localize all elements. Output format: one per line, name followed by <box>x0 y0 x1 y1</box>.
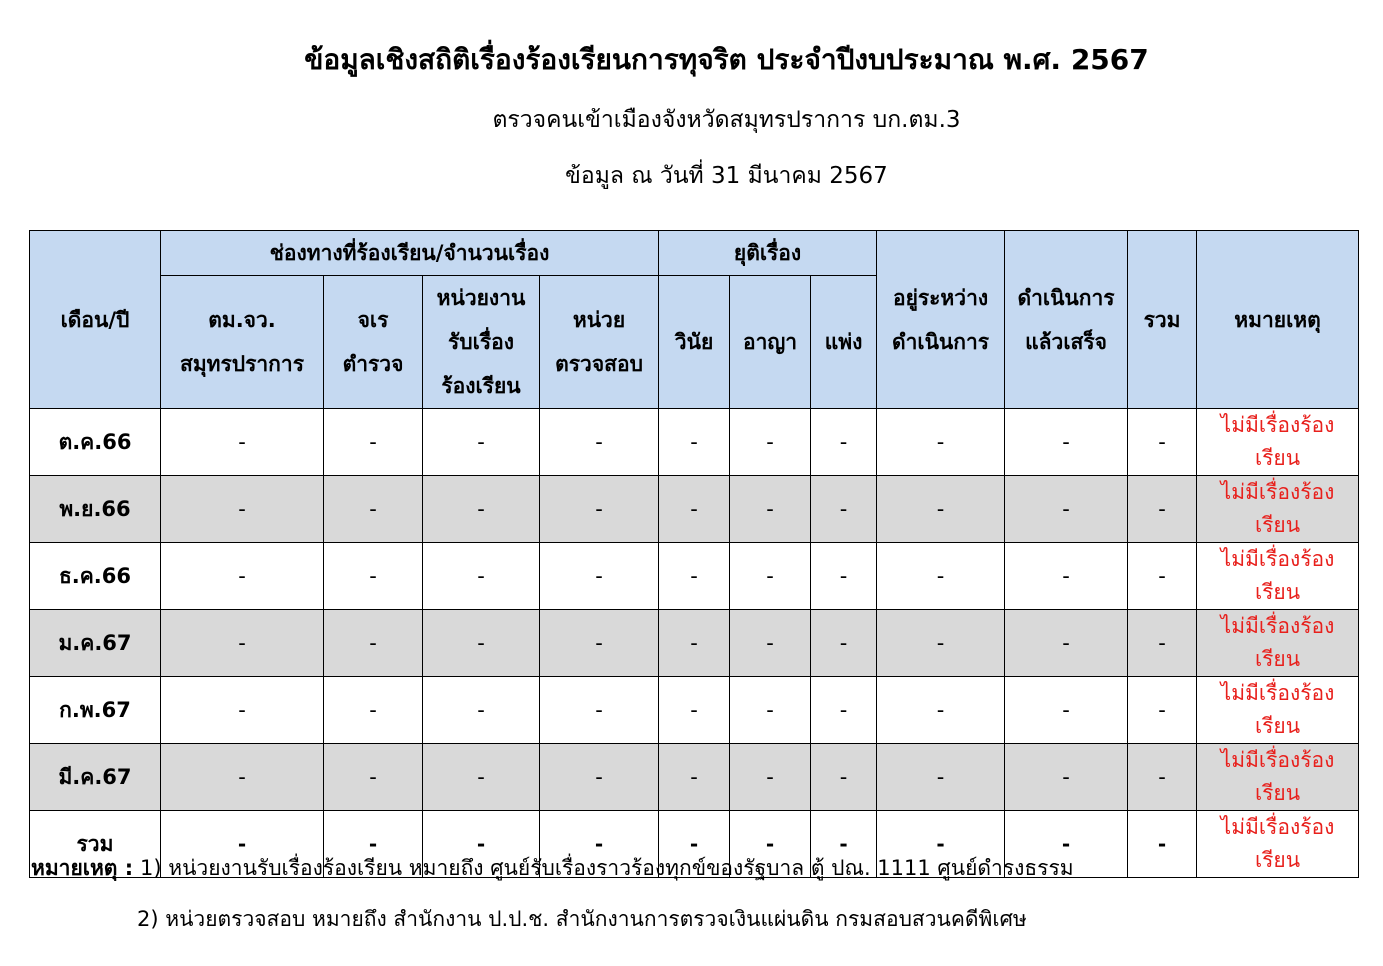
header-channel-complaint-agency: หน่วยงาน รับเรื่อง ร้องเรียน <box>423 276 540 409</box>
table-row <box>30 610 1359 677</box>
row-value-cell: - <box>811 811 877 878</box>
row-month: ธ.ค.66 <box>30 543 161 610</box>
table-row <box>30 677 1359 744</box>
row-value-cell: - <box>877 677 1005 744</box>
row-value-cell: - <box>730 543 811 610</box>
row-value-cell: - <box>1005 409 1128 476</box>
row-value-cell: - <box>324 476 423 543</box>
row-value-cell: - <box>877 476 1005 543</box>
row-value-cell: - <box>730 811 811 878</box>
row-value-cell: - <box>877 610 1005 677</box>
row-month: ก.พ.67 <box>30 677 161 744</box>
row-value-cell: - <box>1005 677 1128 744</box>
row-value-cell: - <box>540 610 659 677</box>
row-value-cell: - <box>877 744 1005 811</box>
row-value-cell: - <box>659 476 730 543</box>
header-total: รวม <box>1128 231 1197 409</box>
row-value-cell: - <box>1005 744 1128 811</box>
row-value-cell: - <box>423 811 540 878</box>
row-month: ม.ค.67 <box>30 610 161 677</box>
row-value-cell: - <box>161 677 324 744</box>
row-value-cell: - <box>811 409 877 476</box>
row-value-cell: - <box>423 409 540 476</box>
row-value-cell: - <box>1005 610 1128 677</box>
row-value-cell: - <box>423 677 540 744</box>
row-value-cell: - <box>811 543 877 610</box>
document-subtitle: ตรวจคนเข้าเมืองจังหวัดสมุทรปราการ บก.ตม.3 <box>492 107 961 133</box>
table-row <box>30 409 1359 476</box>
row-value-cell: - <box>659 543 730 610</box>
row-value-cell: - <box>659 610 730 677</box>
row-note: ไม่มีเรื่องร้องเรียน <box>1197 677 1359 744</box>
row-month: ต.ค.66 <box>30 409 161 476</box>
row-value-cell: - <box>659 811 730 878</box>
header-resolved-discipline: วินัย <box>659 276 730 409</box>
row-value-cell: - <box>877 409 1005 476</box>
row-value-cell: - <box>540 476 659 543</box>
row-value-cell: - <box>1128 811 1197 878</box>
row-value-cell: - <box>1128 610 1197 677</box>
row-value-cell: - <box>540 811 659 878</box>
row-value-cell: - <box>659 409 730 476</box>
row-value-cell: - <box>540 744 659 811</box>
row-value-cell: - <box>161 476 324 543</box>
header-note: หมายเหตุ <box>1197 231 1359 409</box>
header-channel-police-inspector: จเร ตำรวจ <box>324 276 423 409</box>
header-channel-immigration: ตม.จว. สมุทรปราการ <box>161 276 324 409</box>
table-row <box>30 476 1359 543</box>
row-value-cell: - <box>324 677 423 744</box>
remark-line-1: 1) หน่วยงานรับเรื่องร้องเรียน หมายถึง ศูนย์รับเรื่องราวร้องทุกข์ของรัฐบาล ตู้ ปณ. 1111 ศูนย์ดำรงธรรม <box>140 856 1074 880</box>
row-note: ไม่มีเรื่องร้องเรียน <box>1197 409 1359 476</box>
row-value-cell: - <box>811 677 877 744</box>
row-value-cell: - <box>1128 677 1197 744</box>
row-value-cell: - <box>423 476 540 543</box>
row-value-cell: - <box>161 610 324 677</box>
row-note: ไม่มีเรื่องร้องเรียน <box>1197 476 1359 543</box>
row-value-cell: - <box>730 476 811 543</box>
header-resolved-civil: แพ่ง <box>811 276 877 409</box>
row-value-cell: - <box>161 811 324 878</box>
header-completed: ดำเนินการ แล้วเสร็จ <box>1005 231 1128 409</box>
row-month: มี.ค.67 <box>30 744 161 811</box>
remark-line-2: 2) หน่วยตรวจสอบ หมายถึง สำนักงาน ป.ป.ช. สำนักงานการตรวจเงินแผ่นดิน กรมสอบสวนคดีพิเศษ <box>137 907 1027 931</box>
row-value-cell: - <box>1005 476 1128 543</box>
row-value-cell: - <box>324 543 423 610</box>
row-value-cell: - <box>423 744 540 811</box>
row-value-cell: - <box>877 543 1005 610</box>
data-as-of-date: ข้อมูล ณ วันที่ 31 มีนาคม 2567 <box>565 163 888 189</box>
table-row <box>30 744 1359 811</box>
row-note: ไม่มีเรื่องร้องเรียน <box>1197 543 1359 610</box>
row-value-cell: - <box>1005 543 1128 610</box>
row-value-cell: - <box>324 811 423 878</box>
row-value-cell: - <box>540 409 659 476</box>
row-value-cell: - <box>811 610 877 677</box>
row-value-cell: - <box>423 543 540 610</box>
row-value-cell: - <box>1128 744 1197 811</box>
row-value-cell: - <box>324 744 423 811</box>
row-value-cell: - <box>1005 811 1128 878</box>
row-value-cell: - <box>811 744 877 811</box>
row-value-cell: - <box>730 409 811 476</box>
row-note: ไม่มีเรื่องร้องเรียน <box>1197 610 1359 677</box>
row-month: พ.ย.66 <box>30 476 161 543</box>
header-resolved-group: ยุติเรื่อง <box>659 231 877 276</box>
row-value-cell: - <box>877 811 1005 878</box>
document-title: ข้อมูลเชิงสถิติเรื่องร้องเรียนการทุจริต ประจำปีงบประมาณ พ.ศ. 2567 <box>304 43 1149 76</box>
row-value-cell: - <box>1128 409 1197 476</box>
row-value-cell: - <box>161 409 324 476</box>
row-value-cell: - <box>730 744 811 811</box>
row-value-cell: - <box>161 543 324 610</box>
row-month: รวม <box>30 811 161 878</box>
header-month: เดือน/ปี <box>30 231 161 409</box>
row-value-cell: - <box>811 476 877 543</box>
row-value-cell: - <box>161 744 324 811</box>
complaint-statistics-table <box>29 230 1359 878</box>
row-value-cell: - <box>730 677 811 744</box>
row-value-cell: - <box>1128 543 1197 610</box>
row-value-cell: - <box>540 543 659 610</box>
row-value-cell: - <box>540 677 659 744</box>
row-value-cell: - <box>659 744 730 811</box>
table-row <box>30 543 1359 610</box>
row-note: ไม่มีเรื่องร้องเรียน <box>1197 811 1359 878</box>
row-value-cell: - <box>1128 476 1197 543</box>
header-channel-audit-agency: หน่วย ตรวจสอบ <box>540 276 659 409</box>
row-value-cell: - <box>324 610 423 677</box>
row-note: ไม่มีเรื่องร้องเรียน <box>1197 744 1359 811</box>
row-value-cell: - <box>730 610 811 677</box>
remarks-label: หมายเหตุ : <box>31 856 134 880</box>
row-value-cell: - <box>423 610 540 677</box>
header-in-progress: อยู่ระหว่าง ดำเนินการ <box>877 231 1005 409</box>
header-channel-group: ช่องทางที่ร้องเรียน/จำนวนเรื่อง <box>161 231 659 276</box>
header-resolved-criminal: อาญา <box>730 276 811 409</box>
row-value-cell: - <box>659 677 730 744</box>
row-value-cell: - <box>324 409 423 476</box>
